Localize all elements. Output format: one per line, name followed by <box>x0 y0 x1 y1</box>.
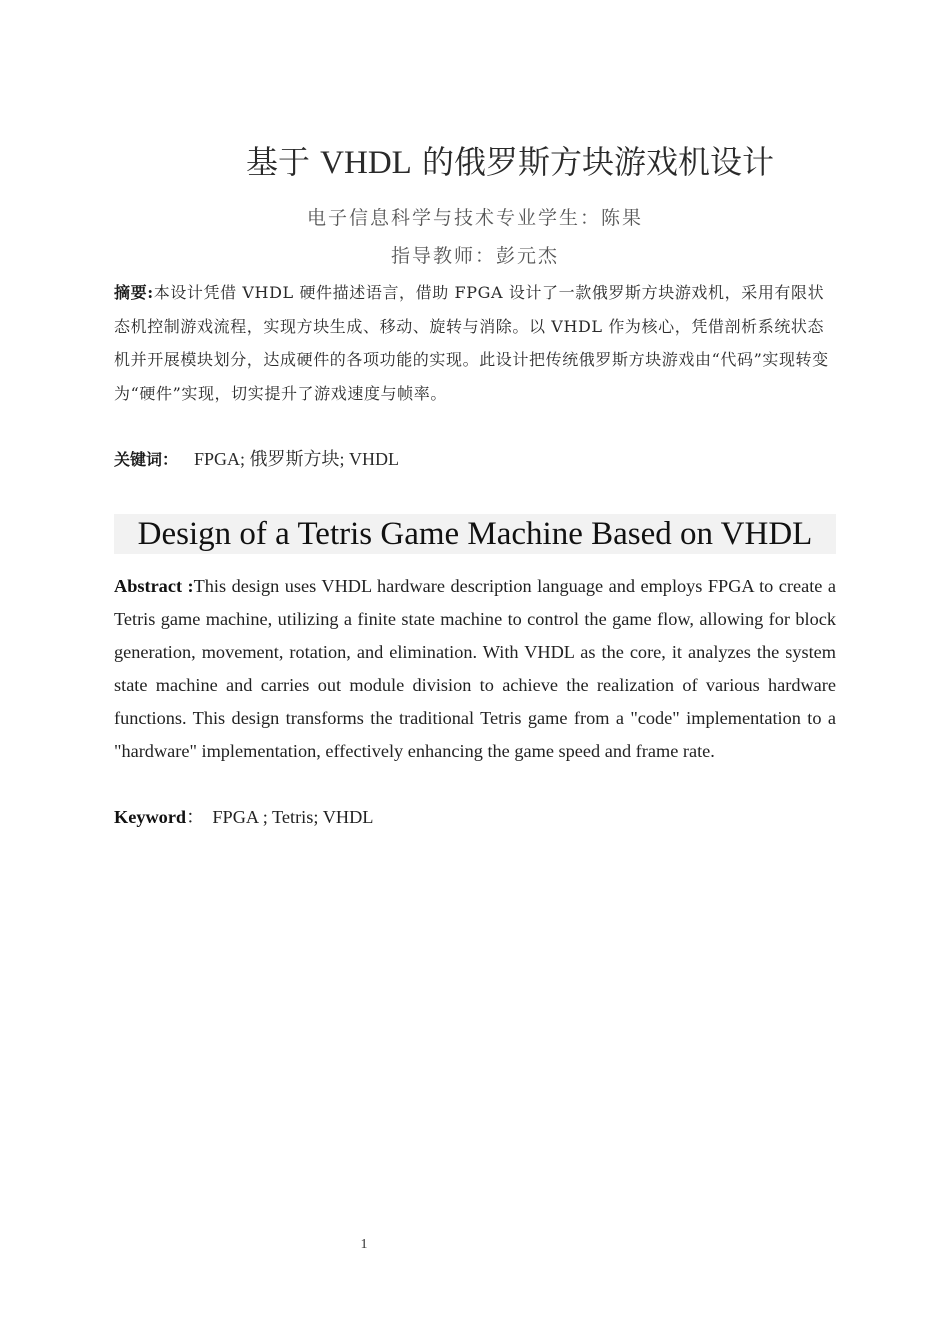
english-keywords-value: FPGA ; Tetris; VHDL <box>212 807 374 827</box>
chinese-abstract <box>114 276 836 410</box>
chinese-abstract-label: 摘要: <box>114 283 154 302</box>
chinese-title-part1: 基于 <box>245 143 310 181</box>
chinese-author-line: 电子信息科学与技术专业学生：陈果 <box>306 207 643 229</box>
english-keywords <box>114 801 836 834</box>
chinese-abstract-text: 本设计凭借 VHDL 硬件描述语言，借助 FPGA 设计了一款俄罗斯方块游戏机，采用有限状态机控制游戏流程，实现方块生成、移动、旋转与消除。以 VHDL 作为核心，凭借剖析系统状态机并开展模块划分，达成硬件的各项功能的实现。此设计把传统俄罗斯方块游戏由“代码”实现转变为“硬件”实现，切实提升了游戏速度与帧率。 <box>114 283 829 403</box>
chinese-advisor-line: 指导教师：彭元杰 <box>390 245 559 267</box>
chinese-title-part2: 的俄罗斯方块游戏机设计 <box>422 143 775 181</box>
chinese-keywords-value: FPGA; 俄罗斯方块; VHDL <box>194 449 400 469</box>
chinese-title <box>0 140 950 185</box>
english-abstract-text: This design uses VHDL hardware description language and employs FPGA to create a Tetris game machine, utilizing a finite state machine to control the game flow, allowing for block generation, movement, rotation, and elimination. With VHDL as the core, it analyzes the system state machine and carries out module division to achieve the realization of various hardware functions. This design transforms the traditional Tetris game from a "code" implementation to a "hardware" implementation, effectively enhancing the game speed and frame rate. <box>114 576 836 761</box>
chinese-title-latin: VHDL <box>320 145 412 181</box>
chinese-keywords <box>114 443 836 476</box>
english-title: Design of a Tetris Game Machine Based on VHDL <box>114 514 836 554</box>
english-keywords-label: Keyword <box>114 807 187 827</box>
english-abstract-label: Abstract : <box>114 576 194 596</box>
page-number: 1 <box>360 1237 368 1252</box>
chinese-keywords-label: 关键词： <box>114 450 179 469</box>
english-abstract <box>114 570 836 768</box>
english-keywords-colon: ： <box>186 807 205 828</box>
